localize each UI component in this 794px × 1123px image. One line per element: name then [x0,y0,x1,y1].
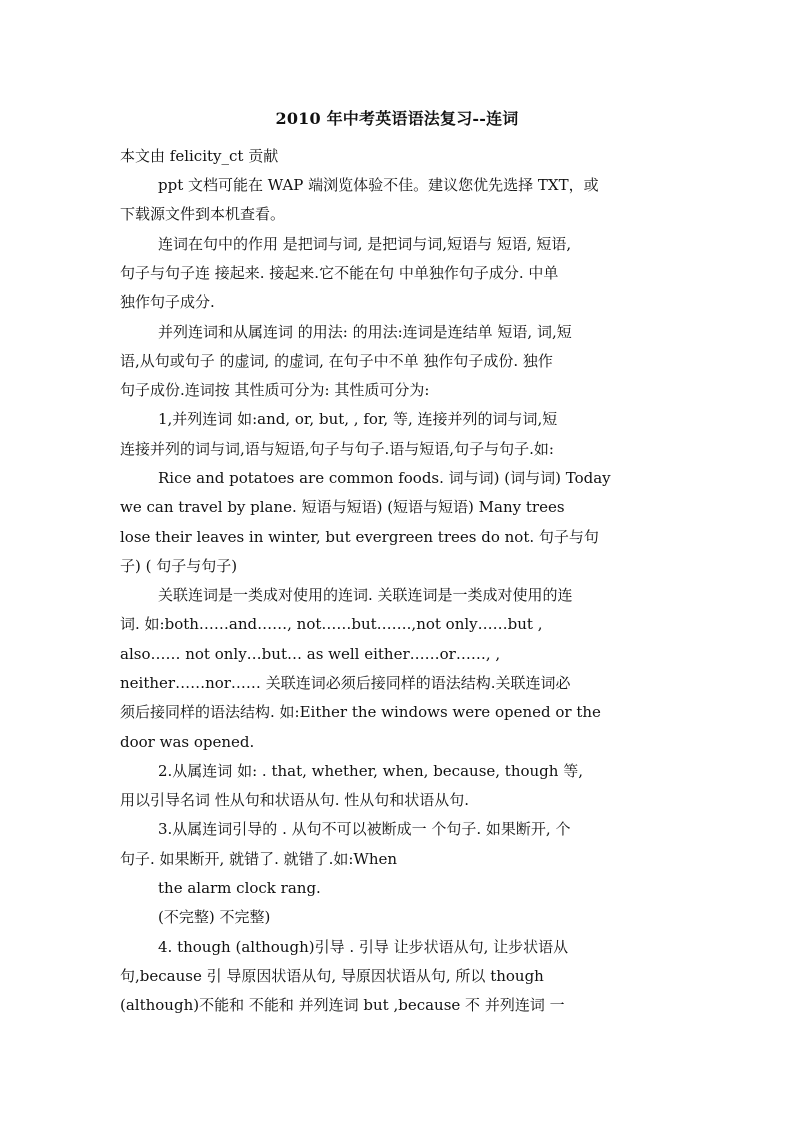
text-line: neither……nor…… 关联连词必须后接同样的语法结构.关联连词必 [120,674,571,692]
text-line: 句子成份.连词按 其性质可分为: 其性质可分为: [120,381,430,399]
text-line: 3.从属连词引导的 . 从句不可以被断成一 个句子. 如果断开, 个 [158,820,571,838]
text-line: the alarm clock rang. [158,879,321,897]
document-title: 2010 年中考英语语法复习--连词 [275,109,519,128]
text-line: 1,并列连词 如:and, or, but, , for, 等, 连接并列的词与词,短 [158,410,558,428]
text-line: we can travel by plane. 短语与短语) (短语与短语) Many trees [120,498,565,516]
text-line: 并列连词和从属连词 的用法: 的用法:连词是连结单 短语, 词,短 [158,323,572,341]
text-line: (不完整) 不完整) [158,908,271,926]
text-line: 关联连词是一类成对使用的连词. 关联连词是一类成对使用的连 [158,586,573,604]
text-line: 语,从句或句子 的虚词, 的虚词, 在句子中不单 独作句子成份. 独作 [120,352,553,370]
text-line: 连接并列的词与词,语与短语,句子与句子.语与短语,句子与句子.如: [120,440,554,458]
text-line: 句,because 引 导原因状语从句, 导原因状语从句, 所以 though [120,967,544,985]
text-line: 4. though (although)引导 . 引导 让步状语从句, 让步状语从 [158,938,569,956]
text-line: 须后接同样的语法结构. 如:Either the windows were opened or the [120,703,601,721]
text-line: 下载源文件到本机查看。 [120,205,286,223]
text-line: lose their leaves in winter, but evergreen trees do not. 句子与句 [120,528,599,546]
text-line: 用以引导名词 性从句和状语从句. 性从句和状语从句. [120,791,470,809]
text-line: 句子. 如果断开, 就错了. 就错了.如:When [120,850,398,868]
text-line: also…… not only…but… as well either……or……, , [120,645,501,663]
text-line: (although)不能和 不能和 并列连词 but ,because 不 并列连词 一 [120,996,565,1014]
text-line: 词. 如:both……and……, not……but…….,not only……but , [120,615,543,633]
text-line: 独作句子成分. [120,293,215,311]
text-line: Rice and potatoes are common foods. 词与词) (词与词) Today [158,469,611,487]
text-line: 连词在句中的作用 是把词与词, 是把词与词,短语与 短语, 短语, [158,235,572,253]
text-line-contributor: 本文由 felicity_ct 贡献 [120,147,279,165]
text-line: 2.从属连词 如: . that, whether, when, because, though 等, [158,762,583,780]
text-line: ppt 文档可能在 WAP 端浏览体验不佳。建议您优先选择 TXT，或 [158,176,599,194]
text-line: door was opened. [120,733,255,751]
text-line: 句子与句子连 接起来. 接起来.它不能在句 中单独作句子成分. 中单 [120,264,559,282]
text-line: 子) ( 句子与句子) [120,557,238,575]
